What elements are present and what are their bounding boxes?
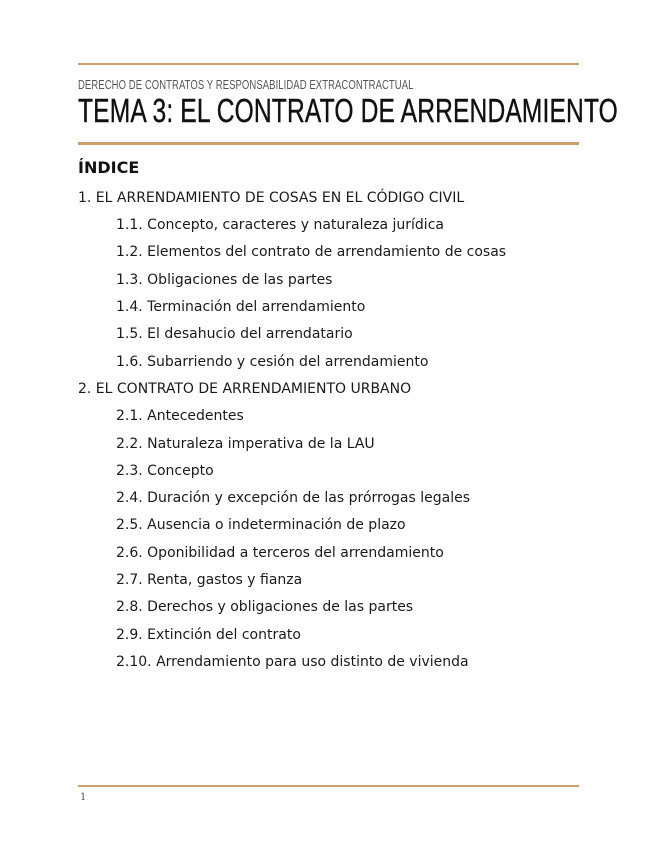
toc-item-2-1: 2.1. Antecedentes — [116, 408, 244, 424]
footer-rule — [78, 785, 579, 787]
toc-section-1: 1. EL ARRENDAMIENTO DE COSAS EN EL CÓDIGO CIVIL — [78, 190, 465, 206]
course-subject: DERECHO DE CONTRATOS Y RESPONSABILIDAD EXTRACONTRACTUAL — [78, 78, 414, 92]
toc-item-2-4: 2.4. Duración y excepción de las prórrogas legales — [116, 490, 471, 506]
page-number: 1 — [80, 792, 87, 803]
toc-item-1-6: 1.6. Subarriendo y cesión del arrendamiento — [116, 354, 429, 370]
toc-item-1-3: 1.3. Obligaciones de las partes — [116, 272, 333, 288]
toc-item-2-3: 2.3. Concepto — [116, 463, 214, 479]
toc-item-1-2: 1.2. Elementos del contrato de arrendamiento de cosas — [116, 244, 507, 260]
toc-item-2-9: 2.9. Extinción del contrato — [116, 627, 301, 643]
toc-item-2-6: 2.6. Oponibilidad a terceros del arrendamiento — [116, 545, 444, 561]
toc-item-1-5: 1.5. El desahucio del arrendatario — [116, 326, 353, 342]
title-divider-rule — [78, 142, 579, 145]
index-heading: ÍNDICE — [78, 158, 140, 177]
toc-item-2-7: 2.7. Renta, gastos y fianza — [116, 572, 303, 588]
toc-item-2-5: 2.5. Ausencia o indeterminación de plazo — [116, 517, 406, 533]
toc-item-1-1: 1.1. Concepto, caracteres y naturaleza jurídica — [116, 217, 444, 233]
toc-item-2-2: 2.2. Naturaleza imperativa de la LAU — [116, 436, 375, 452]
toc-item-2-8: 2.8. Derechos y obligaciones de las partes — [116, 599, 414, 615]
toc-section-2: 2. EL CONTRATO DE ARRENDAMIENTO URBANO — [78, 381, 412, 397]
toc-item-1-4: 1.4. Terminación del arrendamiento — [116, 299, 366, 315]
header-top-rule — [78, 63, 579, 65]
document-title: TEMA 3: EL CONTRATO DE ARRENDAMIENTO — [78, 92, 618, 129]
toc-item-2-10: 2.10. Arrendamiento para uso distinto de vivienda — [116, 654, 469, 670]
